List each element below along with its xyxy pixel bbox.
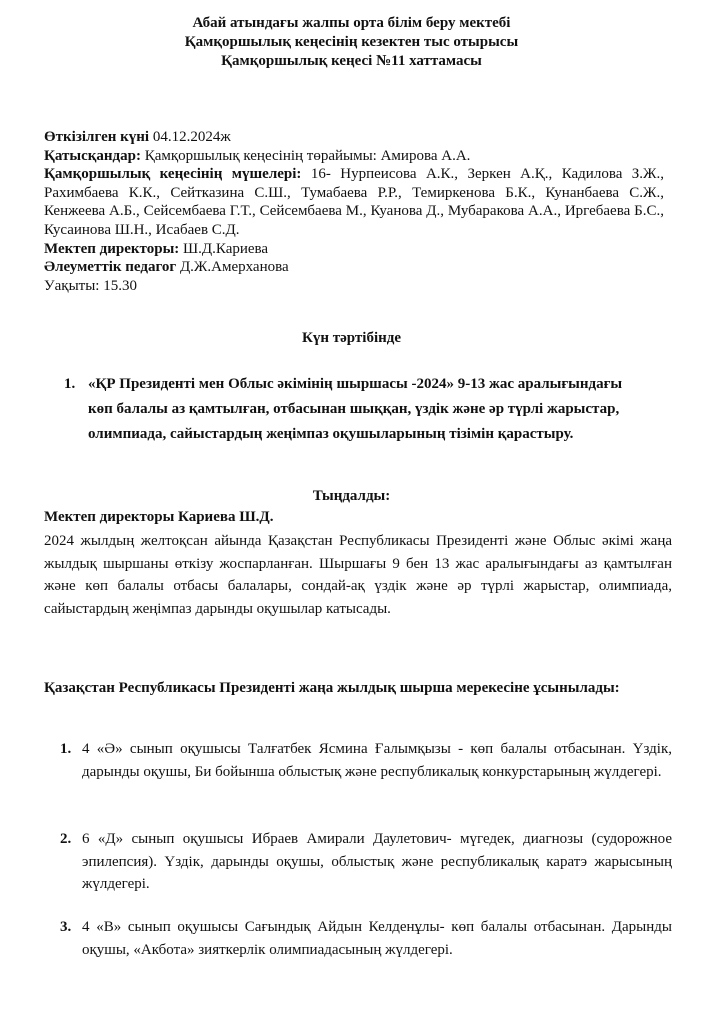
school-name: Абай атындағы жалпы орта білім беру мектебі [192, 15, 511, 31]
director-label: Мектеп директоры: [44, 240, 180, 257]
list-item-text: 4 «Ә» сынып оқушысы Талғатбек Ясмина Ғалымқызы - көп балалы отбасынан. Үздік, дарынды оқушы, Би бойынша облыстық және республикалық конкурстарының жүлдегері. [82, 741, 672, 780]
heard-paragraph: 2024 жылдың желтоқсан айында Қазақстан Республикасы Президенті және Облыс әкімі жаңа жылдық шыршаны өткізу жоспарланған. Шыршағы 9 бен 13 жас аралығындағы аз қамтылған және көп балалы отбасы балалары, сондай-ақ үздік және әр түрлі жарыстар, олимпиада, сайыстардың жеңімпаз дарынды оқушылар катысады. [44, 533, 672, 617]
date-label: Өткізілген күні [44, 129, 150, 145]
agenda-item-number: 1. [64, 376, 76, 392]
list-item-text: 4 «В» сынып оқушысы Сағындық Айдын Келденұлы- көп балалы отбасынан. Дарынды оқушы, «Акбота» зияткерлік олимпиадасының жүлдегері. [82, 919, 672, 958]
document-header [40, 14, 663, 71]
director-value: Ш.Д.Кариева [179, 240, 269, 257]
agenda-title: Күн тәртібінде [301, 330, 402, 346]
members-label: Қамқоршылық кеңесінің мүшелері: [44, 166, 302, 183]
date-line [44, 128, 664, 147]
pedagog-line [44, 258, 664, 277]
participants-line [44, 147, 664, 166]
pedagog-label: Әлеуметтік педагог [44, 259, 177, 276]
list-item-text: 6 «Д» сынып оқушысы Ибраев Амирали Даулетович- мүгедек, диагнозы (судорожное эпилепсия). Үздік, дарынды оқушы, облыстық және республикалық каратэ жарысының жүлдегері. [82, 831, 672, 892]
participants-label: Қатысқандар: [44, 147, 141, 164]
list-item [60, 828, 672, 896]
list-item-number: 2. [60, 831, 72, 847]
director-line [44, 240, 664, 259]
list-item-number: 1. [60, 741, 72, 757]
proposal-title: Қазақстан Республикасы Президенті жаңа жылдық шырша мерекесіне ұсынылады: [44, 680, 620, 696]
date-value: 04.12.2024ж [149, 129, 231, 145]
agenda-item [64, 372, 644, 447]
meeting-details [44, 128, 664, 295]
list-item-number: 3. [60, 919, 72, 935]
agenda-item-text: «ҚР Президенті мен Облыс әкімінің шыршасы -2024» 9-13 жас аралығындағы көп балалы аз қамтылған, отбасынан шыққан, үздік және әр түрлі жарыстар, олимпиада, сайыстардың жеңімпаз оқушыларының тізімін қарастыру. [88, 376, 623, 442]
protocol-title: Қамқоршылық кеңесі №11 хаттамасы [221, 53, 482, 69]
pedagog-value: Д.Ж.Амерханова [176, 259, 289, 276]
heard-title: Тыңдалды: [312, 488, 391, 504]
time-line: Уақыты: 15.30 [44, 277, 137, 294]
list-item [60, 916, 672, 961]
members-line [44, 165, 664, 239]
list-item [60, 738, 672, 783]
members-value: 16- Нурпеисова А.К., Зеркен А.Қ., Кадилова З.Ж., Рахимбаева К.К., Сейтказина С.Ш., Тумабаева Р.Р., Темиркенова Б.К., Кунанбаева С.Ж., Кенжеева А.Б., Сейсембаева Г.Т., Сейсембаева М., Куанова Д., Мубаракова А.А., Иргебаева Б.С., Кусаинова Ш.Н., Исабаев С.Д. [44, 166, 664, 238]
speaker-name: Мектеп директоры Кариева Ш.Д. [44, 509, 274, 525]
participants-value: Қамқоршылық кеңесінің төрайымы: Амирова А.А. [140, 147, 471, 164]
meeting-title: Қамқоршылық кеңесінің кезектен тыс отырысы [184, 34, 519, 50]
